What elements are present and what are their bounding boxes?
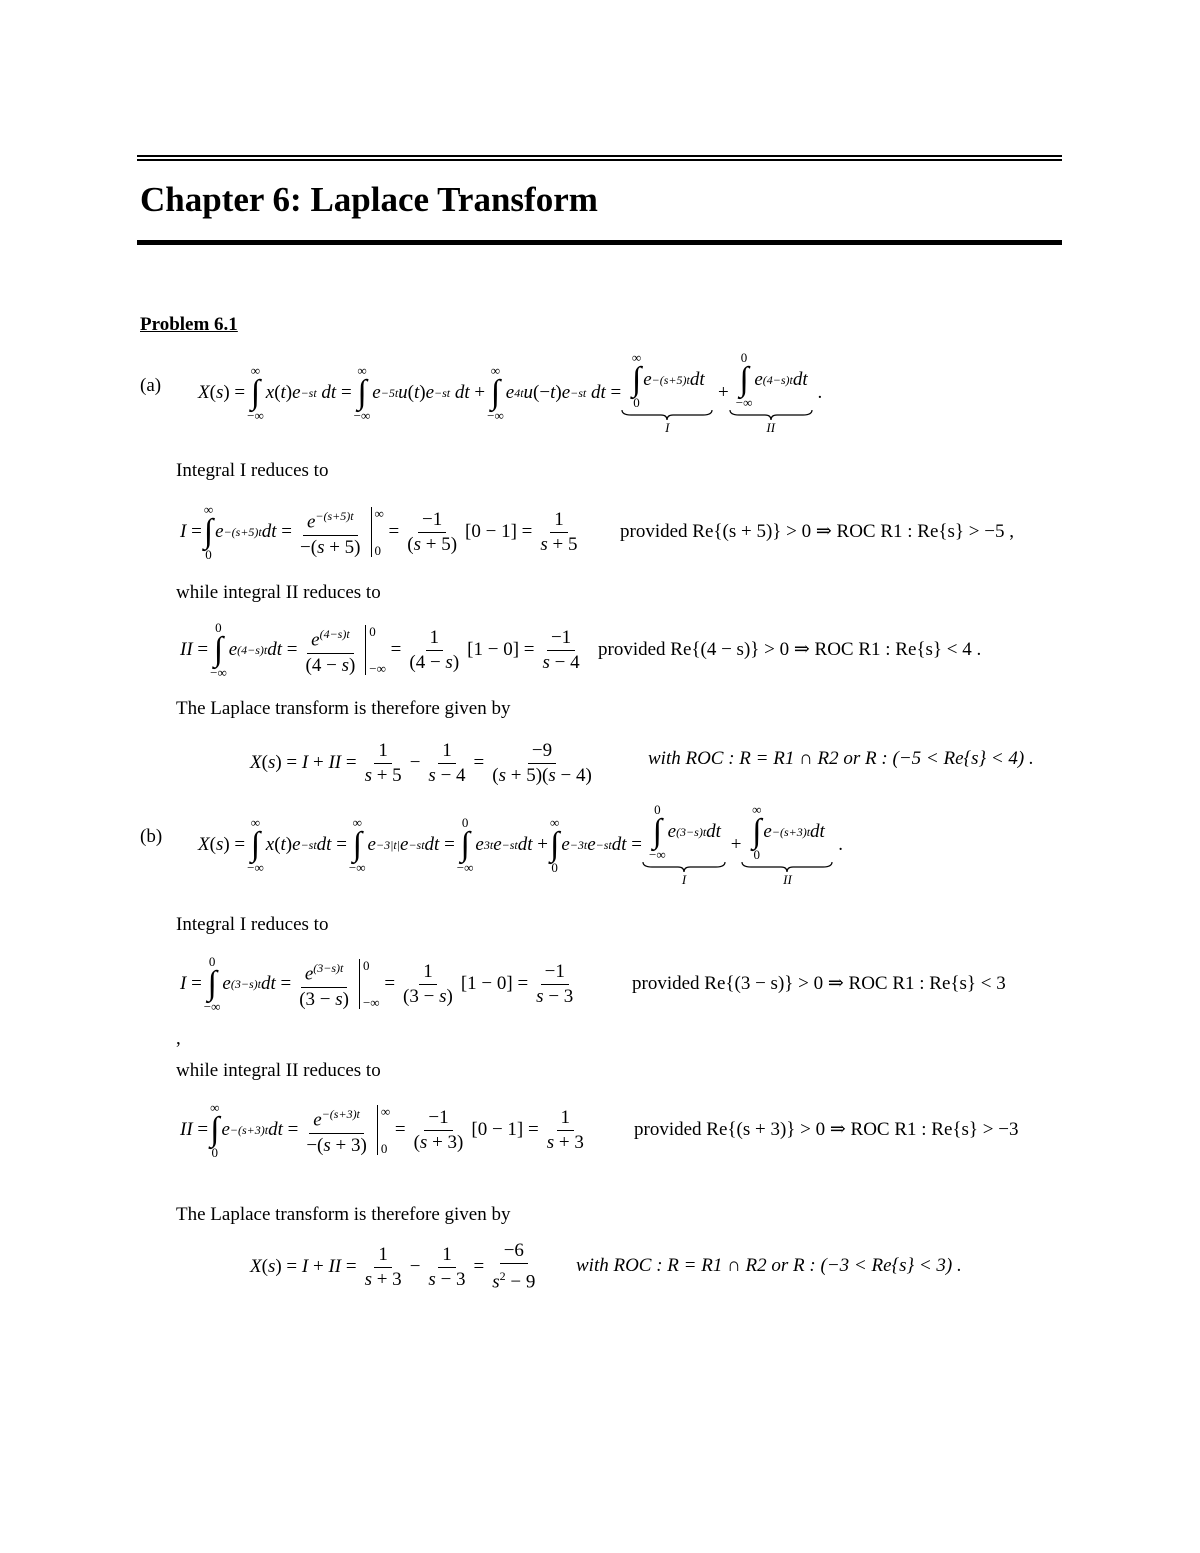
part-a-text-integral-II: while integral II reduces to: [176, 582, 381, 603]
chapter-title: Chapter 6: Laplace Transform: [140, 180, 598, 219]
part-b-main-equation: X ( s ) = ∞ ∫ −∞ x ( t ) e −st dt = ∞ ∫ −∞ e −3|t| e −st dt = 0 ∫ −∞ e 3t e −st dt + ∞ ∫ 0 e −3t e −st dt = 0 ∫ −∞ e (3−s)t dt I + ∞ ∫ 0 e −(s+3)t dt II .: [198, 802, 843, 887]
part-b-text-integral-II: while integral II reduces to: [176, 1060, 381, 1081]
part-a-result: X ( s ) = I + II = $\frac{1}{s + 5}$ − $\frac{1}{s - 4}$ = $\frac{-9}{(s + 5)(s - 4)}$: [250, 739, 592, 786]
part-b-result: X ( s ) = I + II = $\frac{1}{s + 3}$ − $\frac{1}{s - 3}$ = $\frac{-6}{s^2 - 9}$: [250, 1240, 536, 1293]
part-b-integral-I: I = 0 ∫ −∞ e (3−s)t dt = $\frac{e^{(3-s)t}}{(3 - s)}$ 0 −∞ = $\frac{1}{(3 - s)}$ [1 − 0] = $\frac{-1}{s - 3}$: [180, 954, 574, 1014]
title-underline-rule: [137, 240, 1062, 245]
part-b-condition-II: provided Re{(s + 3)} > 0 ⇒ ROC R1 : Re{s} > −3: [634, 1119, 1019, 1140]
top-double-rule-2: [137, 159, 1062, 161]
problem-heading: Problem 6.1: [140, 314, 238, 335]
part-a-condition-II: provided Re{(4 − s)} > 0 ⇒ ROC R1 : Re{s} < 4 .: [598, 639, 982, 660]
part-a-text-integral-I: Integral I reduces to: [176, 460, 329, 481]
part-b-brace-label-II: II: [783, 872, 792, 887]
part-b-label: (b): [140, 826, 163, 847]
part-b-text-integral-I: Integral I reduces to: [176, 914, 329, 935]
top-double-rule-1: [137, 155, 1062, 157]
part-b-condition-I: provided Re{(3 − s)} > 0 ⇒ ROC R1 : Re{s} < 3: [632, 973, 1006, 994]
part-a-integral-II: II = 0 ∫ −∞ e (4−s)t dt = $\frac{e^{(4-s)t}}{(4 - s)}$ 0 −∞ = $\frac{1}{(4 - s)}$ [1 − 0] = $\frac{-1}{s - 4}$: [180, 620, 580, 680]
part-a-brace-label-II: II: [766, 420, 776, 435]
part-b-brace-label-I: I: [681, 872, 687, 887]
part-a-label: (a): [140, 375, 162, 396]
part-a-main-equation: X ( s ) = ∞ ∫ −∞ x ( t ) e −st dt = ∞ ∫ −∞ e −5t u ( t ) e −st dt + ∞ ∫ −∞ e 4t u (− t ) e −st dt = ∞ ∫ 0 e −(s+5)t dt I + 0 ∫ −∞ e (4−s)t dt II .: [198, 350, 823, 435]
part-a-text-transform: The Laplace transform is therefore given by: [176, 698, 511, 719]
part-b-text-transform: The Laplace transform is therefore given by: [176, 1204, 511, 1225]
part-b-integral-II: II = ∞ ∫ 0 e −(s+3)t dt = $\frac{e^{-(s+3)t}}{-(s + 3)}$ ∞ 0 = $\frac{-1}{(s + 3)}$ [0 − 1] = $\frac{1}{s + 3}$: [180, 1100, 584, 1160]
part-a-brace-label-I: I: [665, 420, 670, 435]
part-a-result-roc: with ROC : R = R1 ∩ R2 or R : (−5 < Re{s} < 4) .: [648, 748, 1034, 769]
part-a-integral-I: I = ∞ ∫ 0 e −(s+5)t dt = $\frac{e^{-(s+5)t}}{-(s + 5)}$ ∞ 0 = $\frac{-1}{(s + 5)}$ [0 − 1] = $\frac{1}{s + 5}$: [180, 502, 578, 562]
part-b-stray-comma: ,: [176, 1028, 181, 1049]
part-b-result-roc: with ROC : R = R1 ∩ R2 or R : (−3 < Re{s} < 3) .: [576, 1255, 962, 1276]
part-a-condition-I: provided Re{(s + 5)} > 0 ⇒ ROC R1 : Re{s} > −5 ,: [620, 521, 1014, 542]
